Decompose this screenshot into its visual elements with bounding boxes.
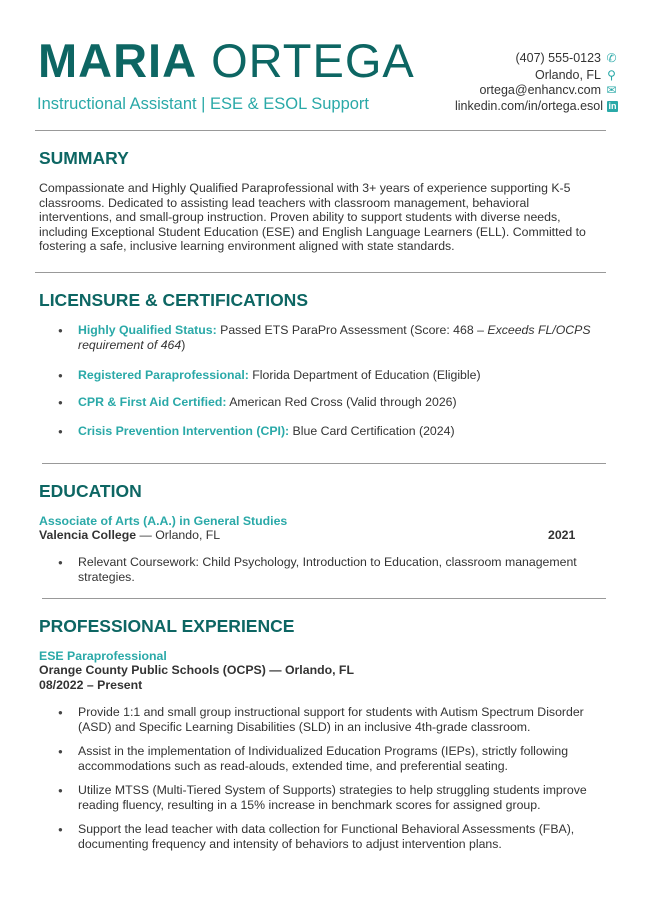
job-title: ESE Paraprofessional xyxy=(39,649,167,663)
contact-linkedin[interactable] xyxy=(455,99,618,113)
candidate-name xyxy=(38,34,415,88)
cert-label: CPR & First Aid Certified: xyxy=(78,395,227,409)
location-text: Orlando, FL xyxy=(534,68,601,82)
experience-bullet xyxy=(58,822,593,852)
location-pin-icon: ⚲ xyxy=(607,68,616,82)
linkedin-icon: in xyxy=(608,100,617,111)
contact-phone[interactable] xyxy=(516,51,618,65)
divider xyxy=(42,463,606,464)
phone-text: (407) 555-0123 xyxy=(515,51,601,65)
summary-heading: SUMMARY xyxy=(39,148,129,168)
cert-text: American Red Cross (Valid through 2026) xyxy=(226,395,457,409)
phone-icon: ✆ xyxy=(606,51,617,65)
experience-heading: PROFESSIONAL EXPERIENCE xyxy=(39,616,295,636)
job-subtitle: Instructional Assistant | ESE & ESOL Support xyxy=(37,95,370,113)
bullet-text: ● Provide 1:1 and small group instructional support for students with Autism Spectrum Disorder (ASD) and Specific Learning Disabilities (SLD) in an inclusive 4th-grade classroom. xyxy=(78,705,584,734)
employer: Orange County Public Schools (OCPS) — Orlando, FL xyxy=(39,663,354,677)
summary-text: Compassionate and Highly Qualified Paraprofessional with 3+ years of experience supporting K-5 classrooms. Dedicated to assisting lead teachers with classroom management, behavioral interventions, and small-group instruction. Proven ability to support students with diverse needs, including Exceptional Student Education (ESE) and English Language Learners (ELL). Committed to fostering a safe, inclusive learning environment aligned with state standards. xyxy=(39,181,586,253)
cert-text: Passed ETS ParaPro Assessment (Score: 468 – xyxy=(216,323,488,337)
email-text: ortega@enhancv.com xyxy=(479,83,601,97)
cert-item xyxy=(58,368,593,383)
graduation-year: 2021 xyxy=(548,528,576,542)
cert-label: Crisis Prevention Intervention (CPI): xyxy=(78,424,290,438)
experience-bullet xyxy=(58,705,593,735)
cert-end: ) xyxy=(181,338,186,352)
education-heading: EDUCATION xyxy=(39,481,142,501)
bullet-text: ● Assist in the implementation of Individualized Education Programs (IEPs), strictly following accommodations such as read-alouds, extended time, and preferential seating. xyxy=(78,744,569,773)
school-line xyxy=(39,528,220,542)
job-dates: 08/2022 – Present xyxy=(39,678,143,692)
bullet-text: ● Support the lead teacher with data collection for Functional Behavioral Assessments (FBA), documenting frequency and intensity of behaviors to adjust intervention plans. xyxy=(78,822,575,851)
contact-location xyxy=(535,68,618,82)
cert-note: Exceeds FL/OCPS requirement of 464 xyxy=(78,323,591,352)
divider xyxy=(42,598,606,599)
certifications-heading: LICENSURE & CERTIFICATIONS xyxy=(39,290,308,310)
envelope-icon: ✉ xyxy=(606,83,617,97)
divider xyxy=(35,272,606,273)
cert-label: Registered Paraprofessional: xyxy=(78,368,249,382)
education-bullet xyxy=(58,555,593,585)
experience-bullet xyxy=(58,783,593,813)
bullet-text: ● Relevant Coursework: Child Psychology, Introduction to Education, classroom management strategies. xyxy=(78,555,577,584)
cert-label: Highly Qualified Status: xyxy=(78,323,217,337)
cert-item xyxy=(58,395,593,410)
cert-text: Florida Department of Education (Eligible) xyxy=(248,368,481,382)
experience-bullet xyxy=(58,744,593,774)
first-name: MARIA xyxy=(38,34,198,87)
divider xyxy=(35,130,606,131)
linkedin-text: linkedin.com/in/ortega.esol xyxy=(455,99,603,113)
school-location: — Orlando, FL xyxy=(136,528,221,542)
degree: Associate of Arts (A.A.) in General Studies xyxy=(39,514,288,528)
last-name: ORTEGA xyxy=(211,34,415,87)
cert-text: Blue Card Certification (2024) xyxy=(289,424,455,438)
contact-email[interactable] xyxy=(479,83,618,97)
bullet-text: ● Utilize MTSS (Multi-Tiered System of Supports) strategies to help struggling students improve reading fluency, resulting in a 15% increase in benchmark scores for assigned group. xyxy=(78,783,587,812)
school-name: Valencia College xyxy=(39,528,137,542)
cert-item xyxy=(58,424,593,439)
cert-item xyxy=(58,323,593,353)
